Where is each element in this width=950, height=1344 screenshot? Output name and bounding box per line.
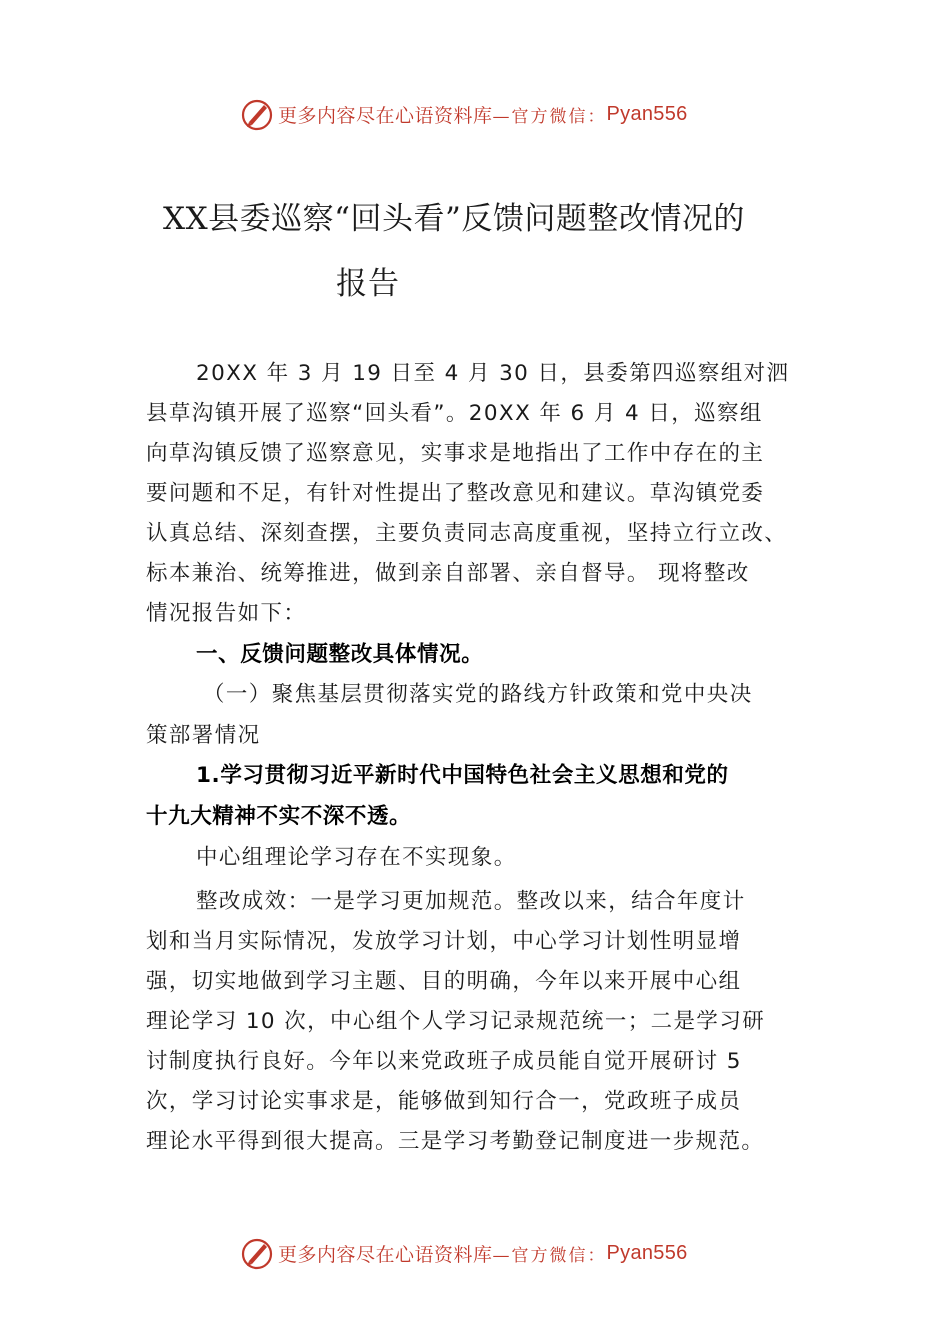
pen-logo-icon xyxy=(240,1236,274,1270)
body-line: 划和当月实际情况，发放学习计划，中心学习计划性明显增 xyxy=(146,929,742,954)
body-line: 讨制度执行良好。今年以来党政班子成员能自觉开展研讨 5 xyxy=(146,1049,742,1074)
body-line: 向草沟镇反馈了巡察意见，实事求是地指出了工作中存在的主 xyxy=(146,441,765,466)
body-line: 理论学习 10 次，中心组个人学习记录规范统一；二是学习研 xyxy=(146,1009,766,1034)
document-title-line-2: 报告 xyxy=(336,266,400,302)
body-line: 县草沟镇开展了巡察“回头看”。20XX 年 6 月 4 日，巡察组 xyxy=(146,401,763,426)
body-line: 中心组理论学习存在不实现象。 xyxy=(196,845,517,870)
item-heading: 1.学习贯彻习近平新时代中国特色社会主义思想和党的 xyxy=(196,763,729,788)
watermark-footer xyxy=(240,1235,688,1271)
body-line: 次，学习讨论实事求是，能够做到知行合一，党政班子成员 xyxy=(146,1089,742,1114)
body-line: 情况报告如下： xyxy=(146,601,307,626)
watermark-sub-text: —官方微信： xyxy=(492,1245,607,1266)
subsection-heading: （一）聚焦基层贯彻落实党的路线方针政策和党中央决 xyxy=(203,682,753,707)
document-title-line-1: XX县委巡察“回头看”反馈问题整改情况的 xyxy=(163,201,745,237)
body-line: 整改成效：一是学习更加规范。整改以来，结合年度计 xyxy=(196,889,746,914)
watermark-wechat-id: Pyan556 xyxy=(606,1241,688,1264)
body-line: 认真总结、深刻查摆，主要负责同志高度重视，坚持立行立改、 xyxy=(146,521,788,546)
section-heading: 一、反馈问题整改具体情况。 xyxy=(196,642,484,667)
subsection-heading-continued: 策部署情况 xyxy=(146,723,261,748)
watermark-main-text: 更多内容尽在心语资料库 xyxy=(278,1243,493,1266)
watermark-header xyxy=(240,96,688,132)
body-line: 20XX 年 3 月 19 日至 4 月 30 日，县委第四巡察组对泗 xyxy=(196,361,790,386)
item-heading-continued: 十九大精神不实不深不透。 xyxy=(146,804,412,829)
watermark-main-text: 更多内容尽在心语资料库 xyxy=(278,104,493,127)
body-line: 标本兼治、统筹推进，做到亲自部署、亲自督导。 现将整改 xyxy=(146,561,750,586)
body-line: 强，切实地做到学习主题、目的明确，今年以来开展中心组 xyxy=(146,969,742,994)
pen-logo-icon xyxy=(240,97,274,131)
watermark-sub-text: —官方微信： xyxy=(492,106,607,127)
body-line: 理论水平得到很大提高。三是学习考勤登记制度进一步规范。 xyxy=(146,1129,765,1154)
watermark-wechat-id: Pyan556 xyxy=(606,102,688,125)
body-line: 要问题和不足，有针对性提出了整改意见和建议。草沟镇党委 xyxy=(146,481,765,506)
